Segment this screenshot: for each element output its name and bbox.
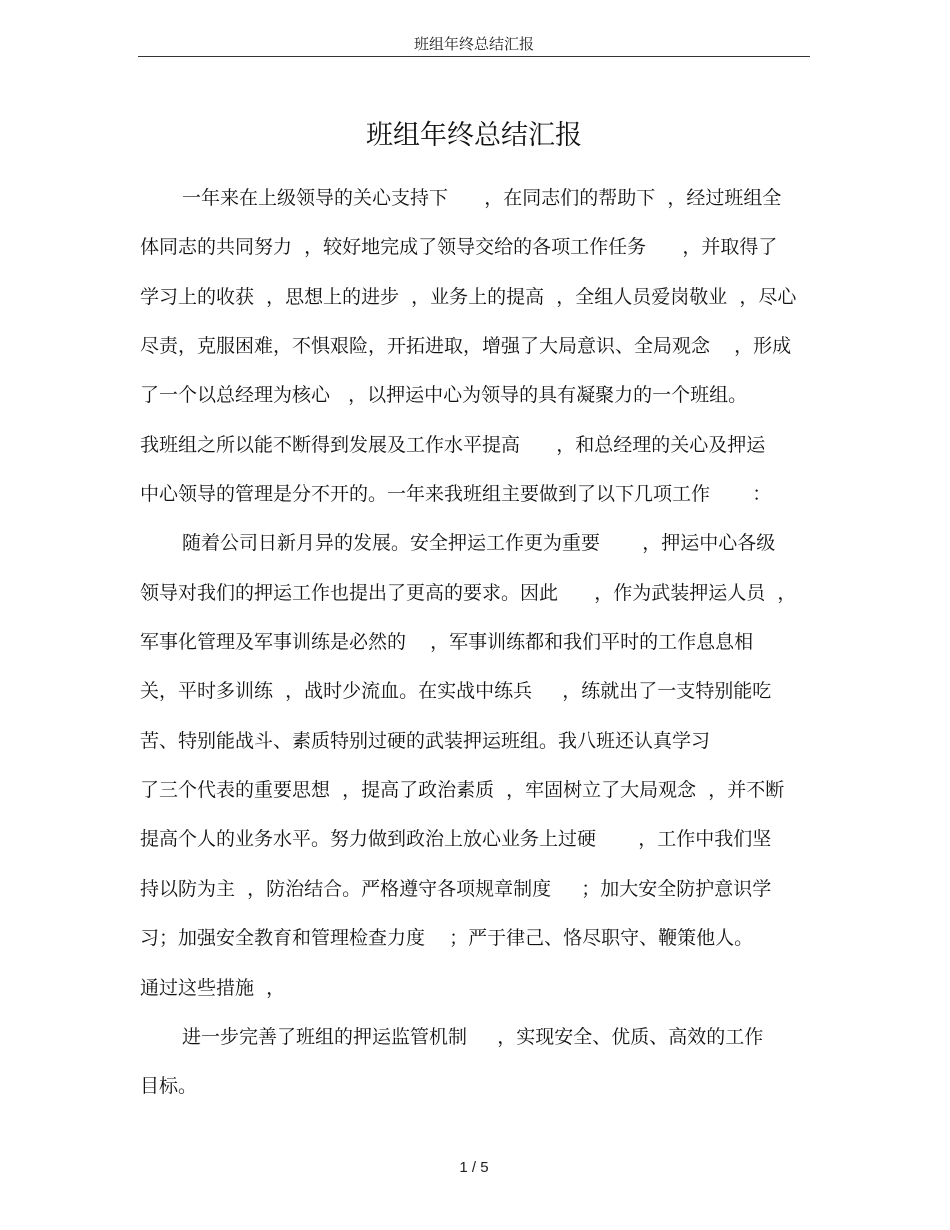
body-line: 领导对我们的押运工作也提出了更高的要求。因此 ，作为武装押运人员 ， xyxy=(140,582,797,604)
body-line: 提高个人的业务水平。努力做到政治上放心业务上过硬 ，工作中我们坚 xyxy=(140,828,772,850)
body-line: 持以防为主 ，防治结合。严格遵守各项规章制度 ；加大安全防护意识学 xyxy=(140,878,772,900)
body-line: 我班组之所以能不断得到发展及工作水平提高 ，和总经理的关心及押运 xyxy=(140,434,766,456)
body-line: 习；加强安全教育和管理检查力度 ；严于律己、恪尽职守、鞭策他人。 xyxy=(140,927,754,949)
running-header: 班组年终总结汇报 xyxy=(413,35,534,53)
body-line: 中心领导的管理是分不开的。一年来我班组主要做到了以下几项工作 ： xyxy=(140,483,772,505)
page-number: 1 / 5 xyxy=(459,1159,489,1176)
body-line: 体同志的共同努力 ，较好地完成了领导交给的各项工作任务 ，并取得了 xyxy=(140,236,778,258)
body-line: 了三个代表的重要思想 ，提高了政治素质 ，牢固树立了大局观念 ，并不断 xyxy=(140,779,785,801)
body-line: 尽责，克服困难，不惧艰险，开拓进取，增强了大局意识、全局观念 ，形成 xyxy=(140,335,792,357)
body-line: 了一个以总经理为核心 ，以押运中心为领导的具有凝聚力的一个班组。 xyxy=(140,384,748,406)
body-line: 进一步完善了班组的押运监管机制 ，实现安全、优质、高效的工作 xyxy=(182,1026,764,1048)
body-line: 一年来在上级领导的关心支持下 ，在同志们的帮助下 ，经过班组全 xyxy=(182,187,782,209)
body-line: 学习上的收获 ，思想上的进步 ，业务上的提高 ，全组人员爱岗敬业 ，尽心 xyxy=(140,286,797,308)
header-divider xyxy=(138,56,810,57)
body-line: 通过这些措施 ， xyxy=(140,977,286,999)
body-line: 随着公司日新月异的发展。安全押运工作更为重要 ，押运中心各级 xyxy=(182,532,776,554)
document-title: 班组年终总结汇报 xyxy=(366,120,582,151)
body-line: 关，平时多训练 ，战时少流血。在实战中练兵 ，练就出了一支特别能吃 xyxy=(140,680,772,702)
body-line: 目标。 xyxy=(140,1075,198,1097)
body-line: 苦、特别能战斗、素质特别过硬的武装押运班组。我八班还认真学习 xyxy=(140,730,711,752)
body-line: 军事化管理及军事训练是必然的 ，军事训练都和我们平时的工作息息相 xyxy=(140,631,754,653)
